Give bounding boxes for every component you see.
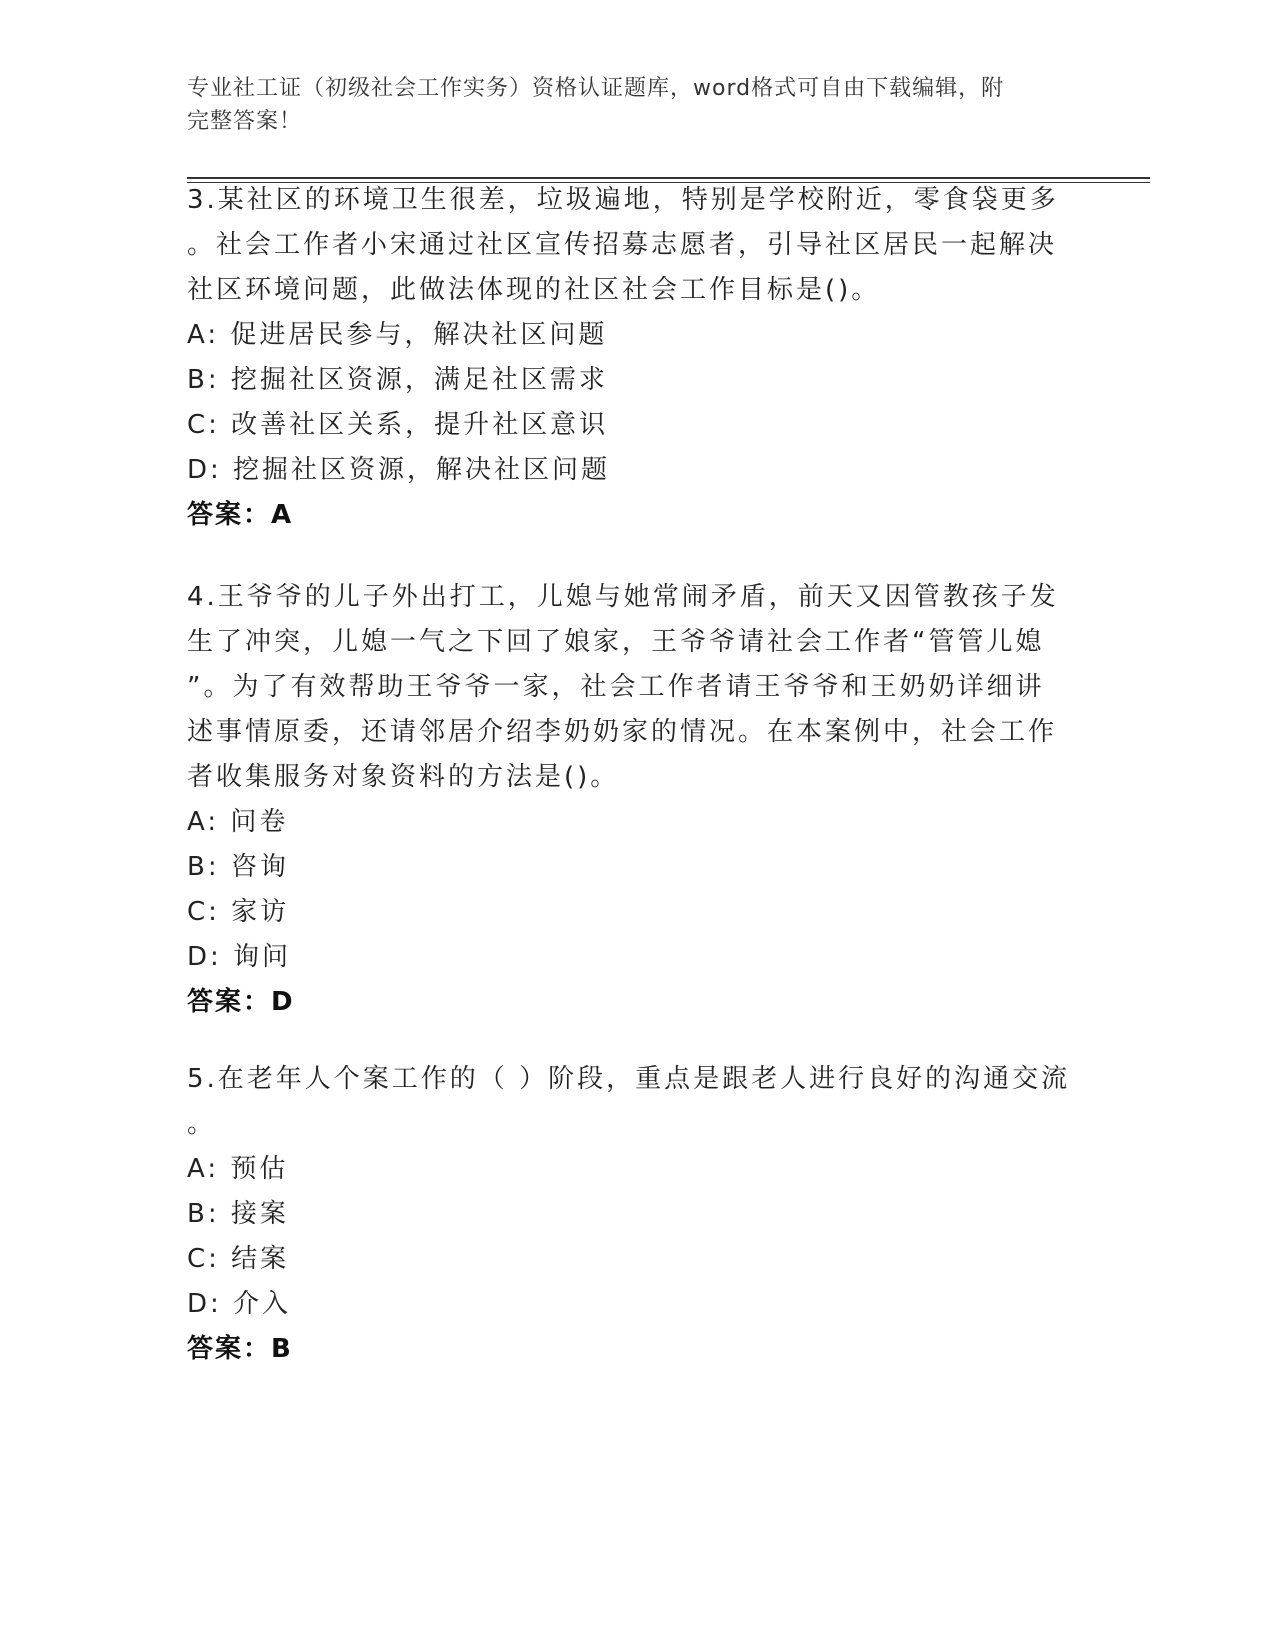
header-title-line-2: 完整答案！ (187, 109, 303, 134)
answer-line: 答案：B (187, 1334, 293, 1364)
question-4 (187, 575, 1087, 1025)
option-b: B: 咨询 (187, 852, 289, 882)
option-d: D: 挖掘社区资源，解决社区问题 (187, 455, 611, 485)
option-d: D: 询问 (187, 942, 292, 972)
answer-line: 答案：D (187, 987, 295, 1017)
option-c: C: 改善社区关系，提升社区意识 (187, 410, 609, 440)
option-c: C: 家访 (187, 897, 290, 927)
question-stem-line: 生了冲突，儿媳一气之下回了娘家，王爷爷请社会工作者“管管儿媳 (187, 627, 1045, 657)
question-stem-line: 3.某社区的环境卫生很差，垃圾遍地，特别是学校附近，零食袋更多 (187, 185, 1059, 215)
option-a: A: 预估 (187, 1154, 289, 1184)
option-a: A: 问卷 (187, 807, 289, 837)
option-d: D: 介入 (187, 1289, 292, 1319)
option-b: B: 接案 (187, 1199, 289, 1229)
question-stem-line: 。 (187, 1109, 217, 1139)
question-stem-line: 述事情原委，还请邻居介绍李奶奶家的情况。在本案例中，社会工作 (187, 717, 1058, 747)
question-stem-line: ”。为了有效帮助王爷爷一家，社会工作者请王爷爷和王奶奶详细讲 (187, 672, 1045, 702)
question-stem-line: 社区环境问题，此做法体现的社区社会工作目标是()。 (187, 275, 881, 305)
page-header (187, 72, 1067, 138)
question-5 (187, 1057, 1087, 1372)
option-b: B: 挖掘社区资源，满足社区需求 (187, 365, 608, 395)
question-stem-line: 者收集服务对象资料的方法是()。 (187, 762, 620, 792)
answer-line: 答案：A (187, 500, 294, 530)
question-stem-line: 5.在老年人个案工作的（ ）阶段，重点是跟老人进行良好的沟通交流 (187, 1064, 1071, 1094)
question-3 (187, 178, 1087, 538)
question-stem-line: 4.王爷爷的儿子外出打工，儿媳与她常闹矛盾，前天又因管教孩子发 (187, 582, 1059, 612)
option-a: A: 促进居民参与，解决社区问题 (187, 320, 608, 350)
question-stem-line: 。社会工作者小宋通过社区宣传招募志愿者，引导社区居民一起解决 (187, 230, 1058, 260)
option-c: C: 结案 (187, 1244, 290, 1274)
header-title-line-1: 专业社工证（初级社会工作实务）资格认证题库，word格式可自由下载编辑，附 (187, 76, 1005, 101)
